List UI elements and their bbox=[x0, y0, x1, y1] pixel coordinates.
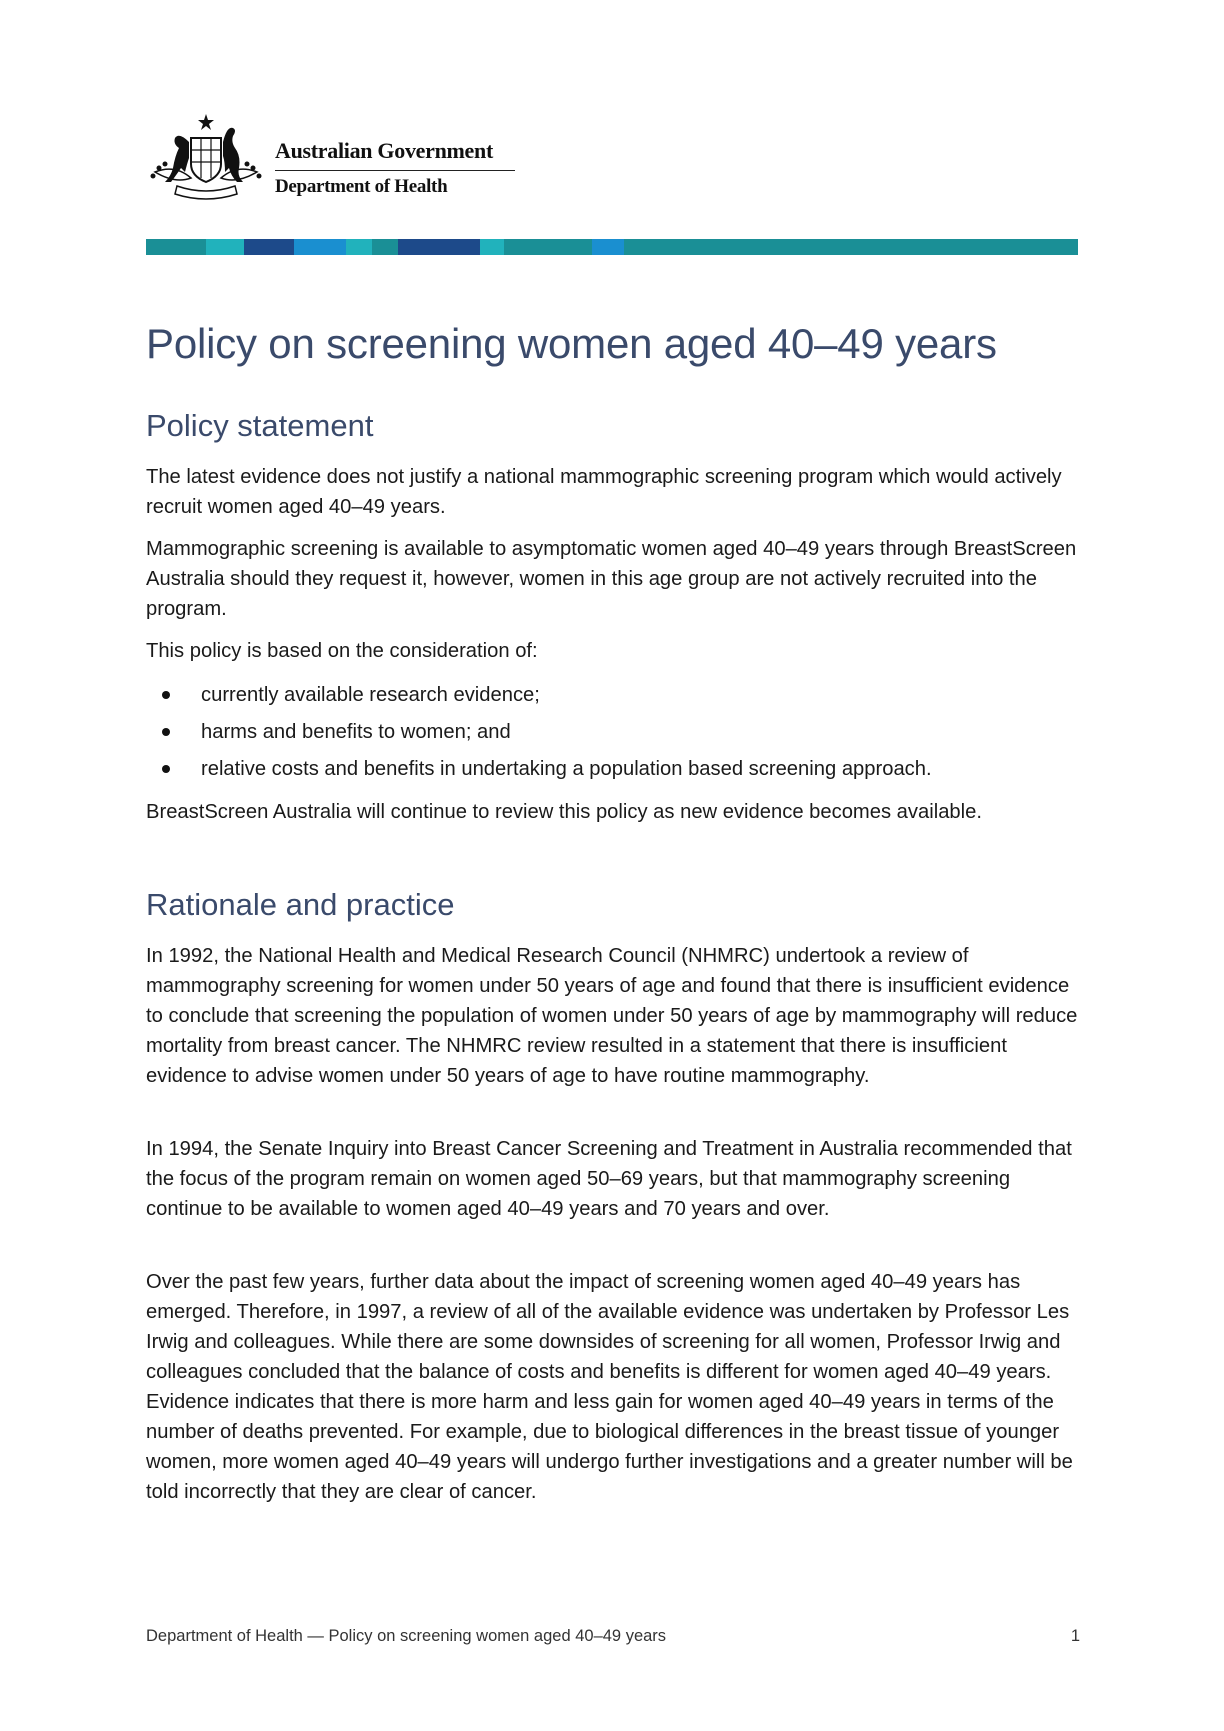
coat-of-arms-icon bbox=[145, 112, 267, 204]
header-colour-band bbox=[146, 239, 1098, 255]
band-segment bbox=[504, 239, 592, 255]
paragraph: The latest evidence does not justify a national mammographic screening program which would actively recruit women aged 40–49 years. bbox=[146, 466, 1062, 518]
list-item-text: relative costs and benefits in undertaking a population based screening approach. bbox=[201, 758, 932, 780]
paragraph: Mammographic screening is available to asymptomatic women aged 40–49 years through BreastScreen Australia should they request it, however, women in this age group are not actively recruited into the program. bbox=[146, 538, 1077, 620]
government-logo bbox=[145, 112, 525, 204]
page-number: 1 bbox=[1070, 1627, 1080, 1645]
bullet-icon bbox=[162, 728, 170, 736]
bullet-list bbox=[146, 680, 1091, 791]
department-name: Department of Health bbox=[275, 176, 448, 197]
band-segment bbox=[398, 239, 480, 255]
paragraph: In 1992, the National Health and Medical Research Council (NHMRC) undertook a review of mammography screening for women under 50 years of age and found that there is insufficient evidence to conclude that screening the population of women under 50 years of age by mammography will reduce mortality from breast cancer. The NHMRC review resulted in a statement that there is insufficient evidence to advise women under 50 years of age to have routine mammography. bbox=[146, 945, 1078, 1087]
paragraph: Over the past few years, further data about the impact of screening women aged 40–49 years has emerged. Therefore, in 1997, a review of all of the available evidence was undertaken by Professor Les Irwig and colleagues. While there are some downsides of screening for all women, Professor Irwig and colleagues concluded that the balance of costs and benefits is different for women aged 40–49 years. Evidence indicates that there is more harm and less gain for women aged 40–49 years in terms of the number of deaths prevented. For example, due to biological differences in the breast tissue of younger women, more women aged 40–49 years will undergo further investigations and a greater number will be told incorrectly that they are clear of cancer. bbox=[146, 1271, 1073, 1503]
page-title: Policy on screening women aged 40–49 years bbox=[146, 320, 997, 367]
band-segment bbox=[372, 239, 398, 255]
list-item-text: harms and benefits to women; and bbox=[201, 721, 511, 743]
band-segment bbox=[346, 239, 372, 255]
section-heading-rationale: Rationale and practice bbox=[146, 887, 455, 922]
section-heading-policy-statement: Policy statement bbox=[146, 408, 374, 443]
government-name: Australian Government bbox=[275, 138, 493, 163]
band-segment bbox=[206, 239, 244, 255]
logo-divider bbox=[275, 170, 515, 171]
band-segment bbox=[244, 239, 294, 255]
bullet-icon bbox=[162, 691, 170, 699]
list-item bbox=[146, 717, 1091, 754]
band-segment bbox=[624, 239, 1078, 255]
list-item-text: currently available research evidence; bbox=[201, 684, 540, 706]
list-item bbox=[146, 754, 1091, 791]
band-segment bbox=[592, 239, 624, 255]
list-item bbox=[146, 680, 1091, 717]
bullet-icon bbox=[162, 765, 170, 773]
band-segment bbox=[146, 239, 206, 255]
paragraph: This policy is based on the consideration of: bbox=[146, 640, 538, 662]
band-segment bbox=[294, 239, 346, 255]
footer-text: Department of Health — Policy on screening women aged 40–49 years bbox=[146, 1627, 667, 1645]
band-segment bbox=[480, 239, 504, 255]
paragraph: BreastScreen Australia will continue to review this policy as new evidence becomes available. bbox=[146, 801, 982, 823]
paragraph: In 1994, the Senate Inquiry into Breast Cancer Screening and Treatment in Australia recommended that the focus of the program remain on women aged 50–69 years, but that mammography screening continue to be available to women aged 40–49 years and 70 years and over. bbox=[146, 1138, 1072, 1220]
